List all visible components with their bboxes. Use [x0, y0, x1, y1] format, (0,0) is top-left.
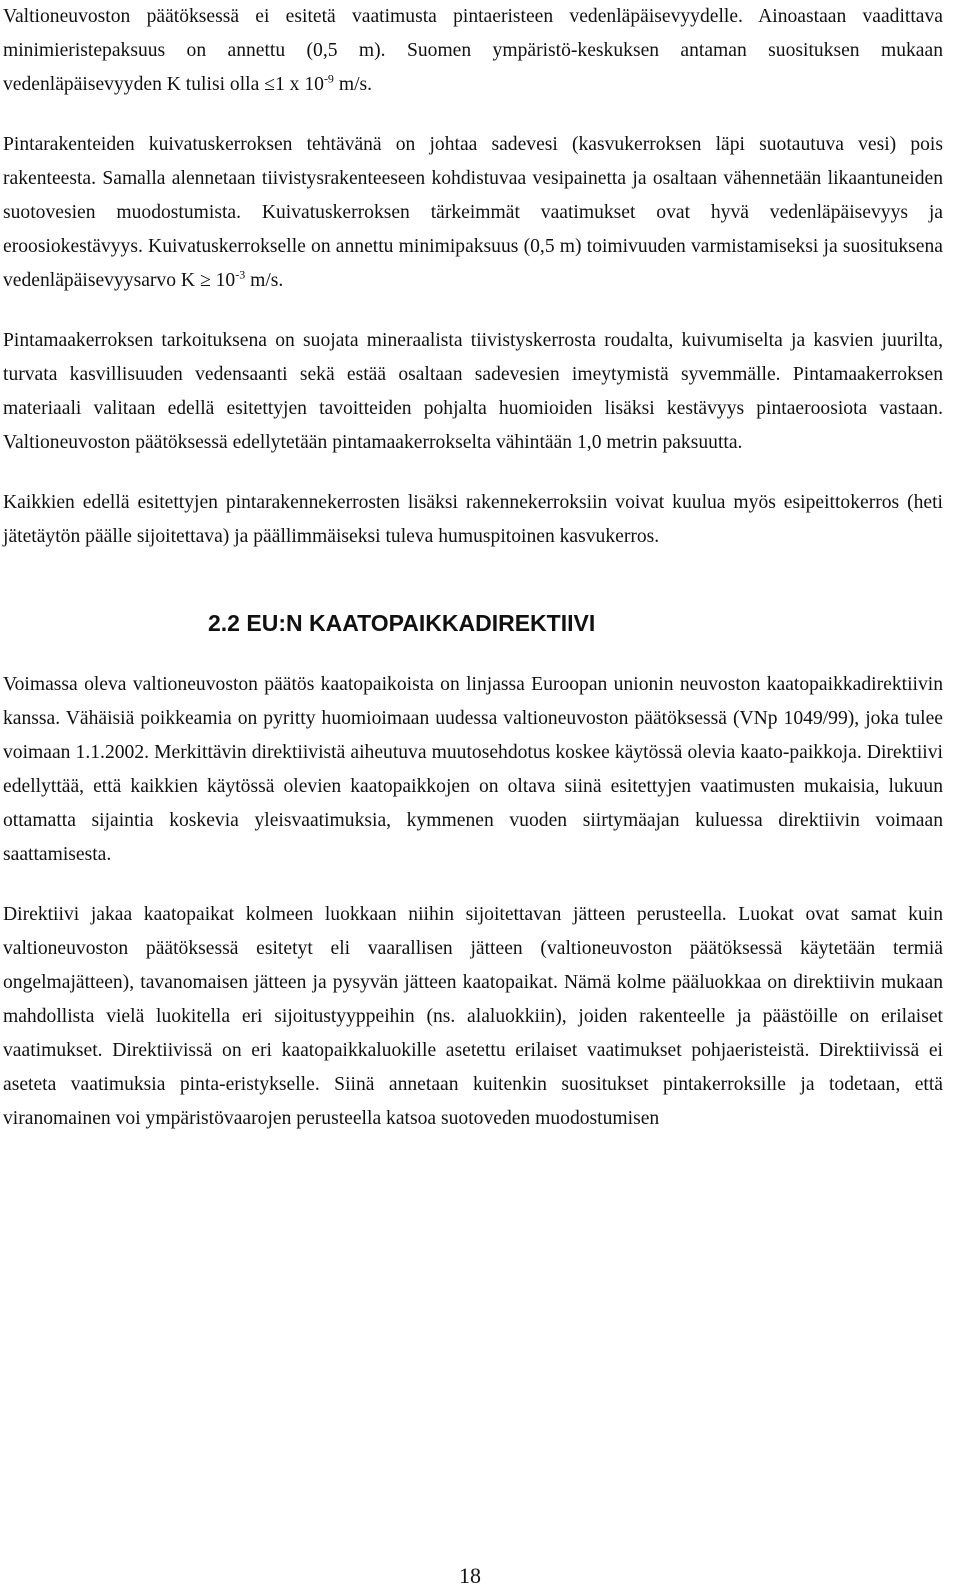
section-gap [3, 554, 943, 608]
section-heading: 2.2 EU:N KAATOPAIKKADIREKTIIVI [208, 610, 596, 636]
paragraph-text: Valtioneuvoston päätöksessä ei esitetä vaatimusta pintaeristeen vedenläpäisevyydelle. Ainoastaan vaadittava minimieristepaksuus on annettu (0,5 m). Suomen ympäristö-keskuksen antaman suosituksen mukaan vedenläpäisevyyden K tulisi olla ≤1 x 10 [3, 6, 943, 95]
paragraph-text: m/s. [333, 74, 373, 95]
paragraph-gap [3, 872, 943, 898]
paragraph-gap [3, 102, 943, 128]
exponent: -3 [235, 267, 246, 282]
paragraph-text: m/s. [245, 270, 284, 291]
paragraph-direktiivi: Direktiivi jakaa kaatopaikat kolmeen luokkaan niihin sijoitettavan jätteen perusteella. Luokat ovat samat kuin valtioneuvoston päätöksessä esitetyt eli vaarallisen jätteen (valtioneuvoston päätöksessä käytetään termiä ongelmajätteen), tavanomaisen jätteen ja pysyvän jätteen kaatopaikat. Nämä kolme pääluokkaa on direktiivin mukaan mahdollista vielä luokitella eri sijoitustyyppeihin (ns. alaluokkiin), joiden rakenteelle ja päästöille on erilaiset vaatimukset. Direktiivissä on eri kaatopaikkaluokille asetettu erilaiset vaatimukset pohjaeristeistä. Direktiivissä ei aseteta vaatimuksia pinta-eristykselle. Siinä annetaan kuitenkin suositukset pintakerroksille ja todetaan, että viranomainen voi ympäristövaarojen perusteella katsoa suotoveden muodostumisen [3, 904, 943, 1129]
paragraph-pintaeristys [3, 0, 943, 102]
section-gap [3, 638, 943, 668]
paragraph-voimassa: Voimassa oleva valtioneuvoston päätös kaatopaikoista on linjassa Euroopan unionin neuvoston kaatopaikkadirektiivin kanssa. Vähäisiä poikkeamia on pyritty huomioimaan uudessa valtioneuvoston päätöksessä (VNp 1049/99), joka tulee voimaan 1.1.2002. Merkittävin direktiivistä aiheutuva muutosehdotus koskee käytössä olevia kaato-paikkoja. Direktiivi edellyttää, että kaikkien käytössä olevien kaatopaikkojen on oltava siinä esitettyjen vaatimusten mukaisia, lukuun ottamatta sijaintia koskevia yleisvaatimuksia, kymmenen vuoden siirtymäajan kuluessa direktiivin voimaan saattamisesta. [3, 674, 943, 865]
document-page [3, 0, 943, 1136]
exponent: -9 [323, 71, 334, 86]
paragraph-gap [3, 298, 943, 324]
page-number: 18 [459, 1563, 481, 1588]
paragraph-kuivatuskerros [3, 128, 943, 298]
paragraph-text: Pintarakenteiden kuivatuskerroksen tehtävänä on johtaa sadevesi (kasvukerroksen läpi suotautuva vesi) pois rakenteesta. Samalla alennetaan tiivistysrakenteeseen kohdistuvaa vesipainetta ja osaltaan vähennetään likaantuneiden suotovesien muodostumista. Kuivatuskerroksen tärkeimmät vaatimukset ovat hyvä vedenläpäisevyys ja eroosiokestävyys. Kuivatuskerrokselle on annettu minimipaksuus (0,5 m) toimivuuden varmistamiseksi ja suosituksena vedenläpäisevyysarvo K ≥ 10 [3, 134, 943, 291]
paragraph-gap [3, 460, 943, 486]
paragraph-pintamaakerros: Pintamaakerroksen tarkoituksena on suojata mineraalista tiivistyskerrosta roudalta, kuivumiselta ja kasvien juurilta, turvata kasvillisuuden vedensaanti sekä estää osaltaan sadevesien imeytymistä syvemmälle. Pintamaakerroksen materiaali valitaan edellä esitettyjen tavoitteiden pohjalta huomioiden lisäksi kestävyys pintaeroosiota vastaan. Valtioneuvoston päätöksessä edellytetään pintamaakerrokselta vähintään 1,0 metrin paksuutta. [3, 330, 943, 453]
paragraph-rakennekerrokset: Kaikkien edellä esitettyjen pintarakennekerrosten lisäksi rakennekerroksiin voivat kuulua myös esipeittokerros (heti jätetäytön päälle sijoitettava) ja päällimmäiseksi tuleva humuspitoinen kasvukerros. [3, 492, 943, 547]
